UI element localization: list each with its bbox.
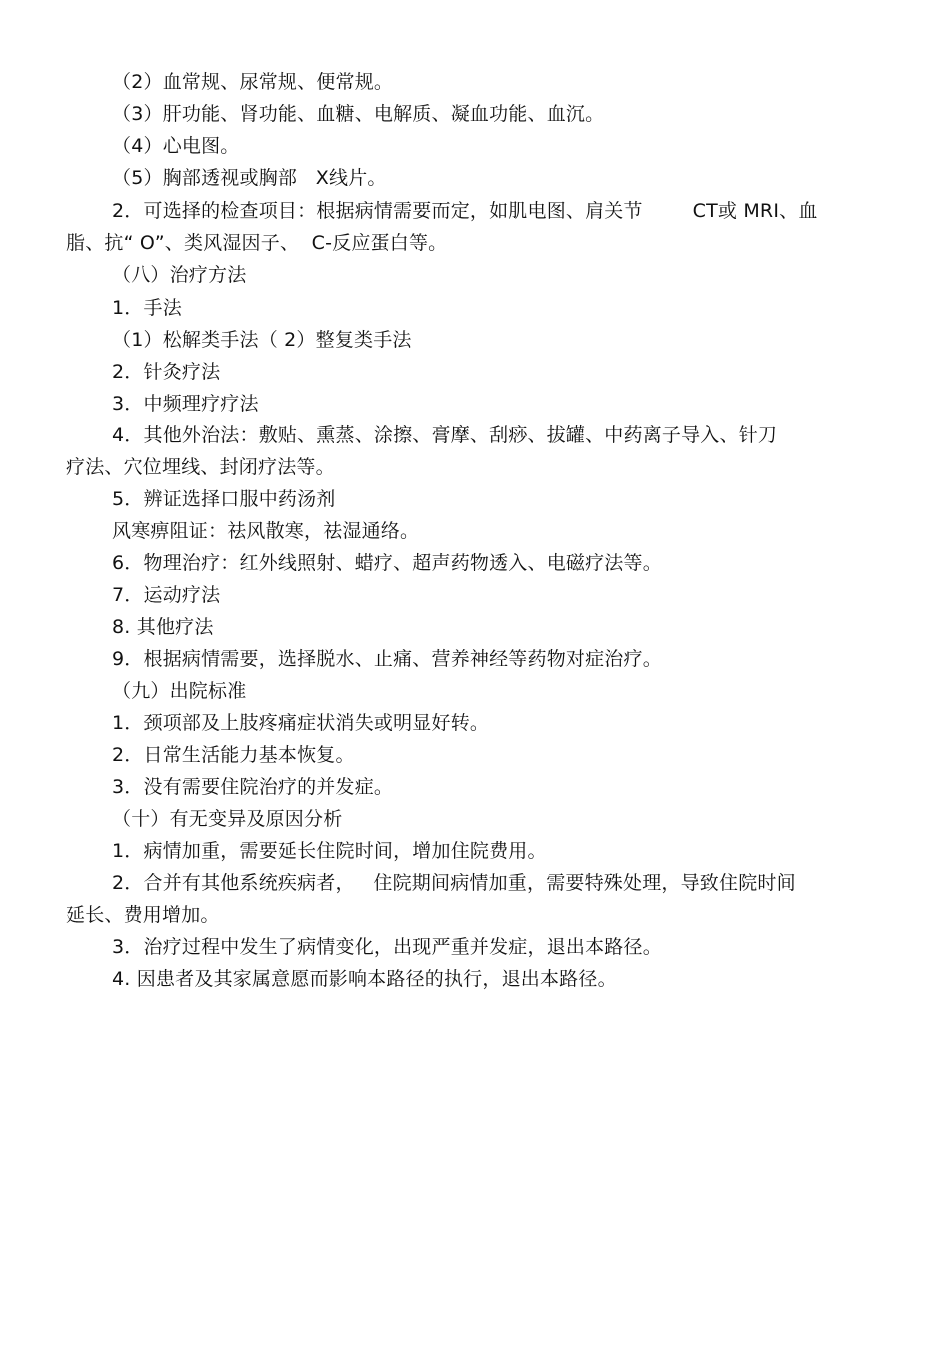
text-line-13: 疗法、穴位埋线、封闭疗法等。	[66, 456, 335, 478]
text-line-8: 1．手法	[112, 297, 182, 319]
text-line-4: （5）胸部透视或胸部 X线片。	[112, 167, 387, 189]
text-line-16: 6．物理治疗：红外线照射、蜡疗、超声药物透入、电磁疗法等。	[112, 552, 662, 574]
text-line-19: 9．根据病情需要，选择脱水、止痛、营养神经等药物对症治疗。	[112, 648, 662, 670]
section-heading-8: （八）治疗方法	[112, 264, 247, 286]
text-line-22: 2．日常生活能力基本恢复。	[112, 744, 355, 766]
text-line-21: 1．颈项部及上肢疼痛症状消失或明显好转。	[112, 712, 490, 734]
section-heading-10: （十）有无变异及原因分析	[112, 808, 343, 830]
text-line-18: 8. 其他疗法	[112, 616, 214, 638]
text-line-26: 2．合并有其他系统疾病者， 住院期间病情加重，需要特殊处理，导致住院时间	[112, 872, 796, 894]
text-line-11: 3．中频理疗疗法	[112, 393, 259, 415]
text-line-27: 延长、费用增加。	[66, 904, 220, 926]
text-line-17: 7．运动疗法	[112, 584, 221, 606]
text-line-5: 2．可选择的检查项目：根据病情需要而定，如肌电图、肩关节 CT或 MRI、血	[112, 200, 818, 222]
text-line-28: 3．治疗过程中发生了病情变化，出现严重并发症，退出本路径。	[112, 936, 662, 958]
text-line-1: （2）血常规、尿常规、便常规。	[112, 71, 394, 93]
text-line-14: 5．辨证选择口服中药汤剂	[112, 488, 336, 510]
text-line-12: 4．其他外治法：敷贴、熏蒸、涂擦、膏摩、刮痧、拔罐、中药离子导入、针刀	[112, 424, 778, 446]
text-line-23: 3．没有需要住院治疗的并发症。	[112, 776, 394, 798]
text-line-9: （1）松解类手法（ 2）整复类手法	[112, 329, 412, 351]
text-line-2: （3）肝功能、肾功能、血糖、电解质、凝血功能、血沉。	[112, 103, 605, 125]
text-line-10: 2．针灸疗法	[112, 361, 221, 383]
text-line-3: （4）心电图。	[112, 135, 240, 157]
text-line-15: 风寒痹阻证：祛风散寒，祛湿通络。	[112, 520, 420, 542]
text-line-29: 4. 因患者及其家属意愿而影响本路径的执行，退出本路径。	[112, 968, 617, 990]
text-line-25: 1．病情加重，需要延长住院时间，增加住院费用。	[112, 840, 547, 862]
text-line-6: 脂、抗“ O”、类风湿因子、 C-反应蛋白等。	[66, 232, 448, 254]
section-heading-9: （九）出院标准	[112, 680, 247, 702]
